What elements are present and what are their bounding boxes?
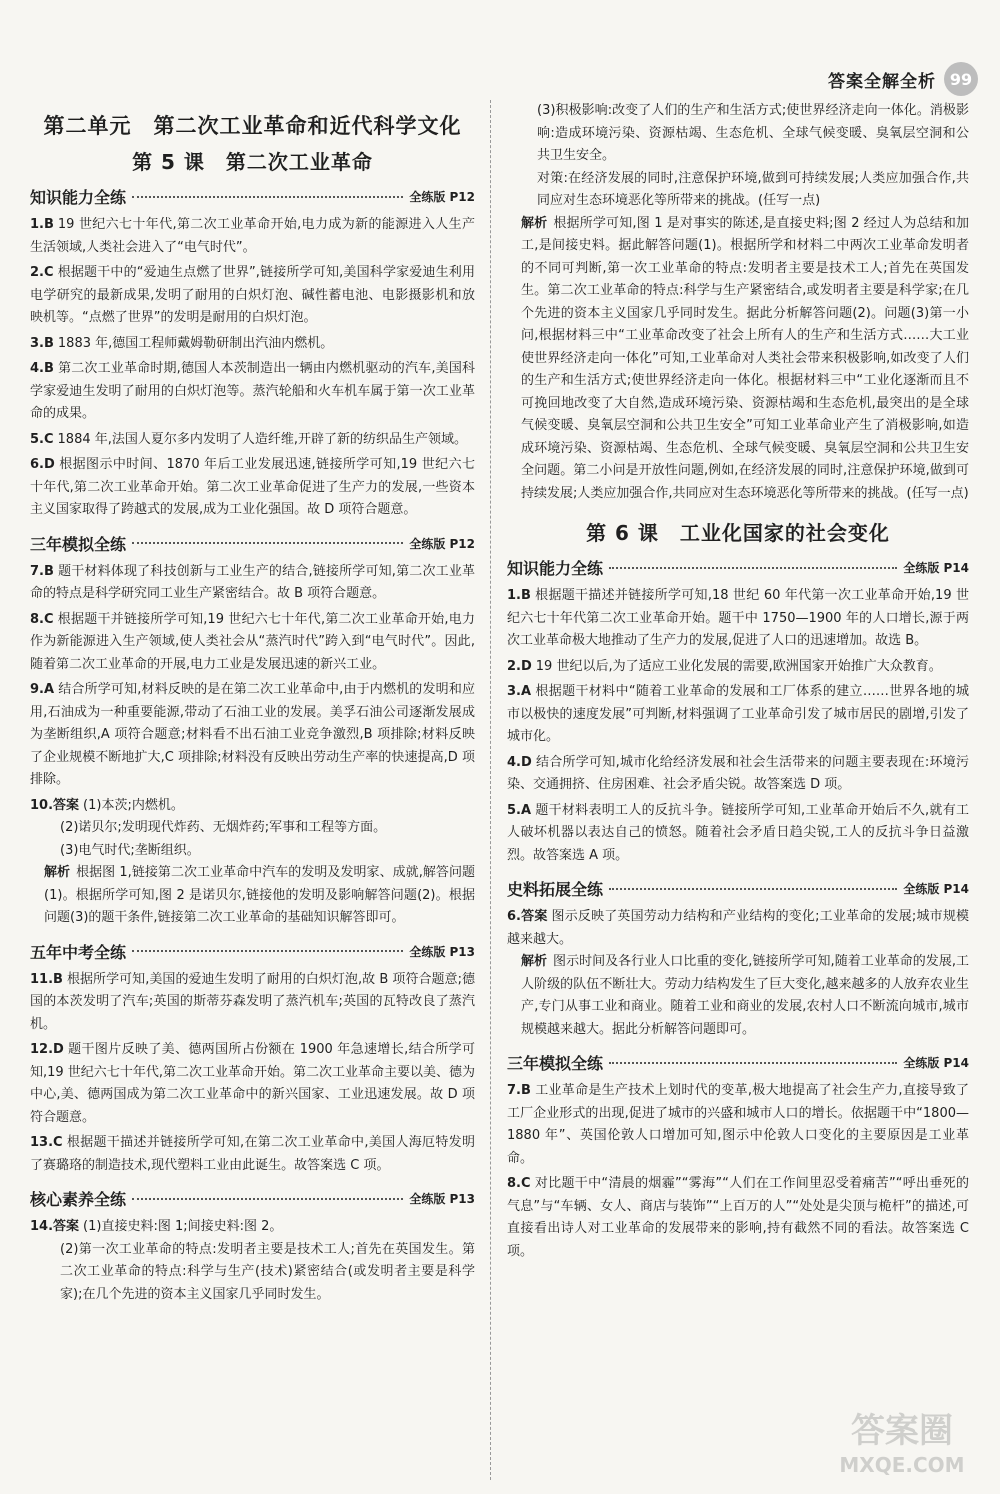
answer-subpart: (3)积极影响:改变了人们的生产和生活方式;使世界经济走向一体化。消极影响:造成环境污染、资源枯竭、生态危机、全球气候变暖、臭氧层空洞和公共卫生安全。 bbox=[537, 103, 969, 163]
answer-number: 13.C bbox=[30, 1135, 63, 1150]
answer-text: 对比题干中“清晨的烟霾”“雾海”“人们在工作间里忍受着痛苦”“呼出垂死的气息”与“车辆、女人、商店与装饰”“上百万的人”“处处是尖顶与桅杆”的描述,可直接看出诗人对工业革命的发展带来的影响,持有截然不同的看法。故答案选 C 项。 bbox=[507, 1176, 969, 1259]
section-title: 知识能力全练 bbox=[30, 188, 127, 207]
section-ref: 全练版 P12 bbox=[409, 190, 475, 204]
right-column bbox=[507, 100, 969, 1266]
answer-number: 6.D bbox=[30, 457, 55, 472]
analysis-text: 根据所学可知,图 1 是对事实的陈述,是直接史料;图 2 经过人为总结和加工,是间接史料。据此解答问题(1)。根据所学和材料二中两次工业革命发明者的不同可判断,第一次工业革命的特点:发明者主要是技术工人;首先在英国发生。第二次工业革命的特点:科学与生产紧密结合,或发明者主要是科学家;在几个先进的资本主义国家几乎同时发生。据此分析解答问题(2)。问题(3)第一小问,根据材料三中“工业革命改变了社会上所有人的生产和生活方式……大工业使世界经济走向一体化”可知,工业革命对人类社会带来积极影响,如改变了人们的生产和生活方式;使世界经济走向一体化。根据材料三中“工业化逐渐而且不可挽回地改变了大自然,造成环境污染、资源枯竭和生态危机,最突出的是全球气候变暖、臭氧层空洞和公共卫生安全”可知工业革命业产生了消极影响,如造成环境污染、资源枯竭、生态危机、全球气候变暖、臭氧层空洞和公共卫生安全问题。第二小问是开放性问题,例如,在经济发展的同时,注意保护环境,做到可持续发展;人类应加强合作,共同应对生态环境恶化等所带来的挑战。(任写一点) bbox=[521, 215, 969, 501]
answer-item bbox=[30, 262, 475, 330]
section-dotted-line bbox=[609, 1062, 897, 1064]
section-header bbox=[30, 185, 475, 208]
section-title: 史料拓展全练 bbox=[507, 880, 604, 899]
lesson-title: 第 5 课 第二次工业革命 bbox=[132, 150, 373, 174]
answer-number: 3.B bbox=[30, 335, 54, 351]
answer-text: 题干图片反映了美、德两国所占份额在 1900 年急速增长,结合所学可知,19 世纪六七十年代,第二次工业革命开始。第二次工业革命主要以美、德为中心,美、德两国成为第二次工业革命中的新兴国家、工业迅速发展。故 D 项符合题意。 bbox=[30, 1042, 475, 1125]
answer-item bbox=[30, 454, 475, 522]
left-column bbox=[30, 104, 475, 1306]
lesson-title: 第 6 课 工业化国家的社会变化 bbox=[586, 521, 890, 545]
section-title: 知识能力全练 bbox=[507, 559, 604, 578]
answer-item bbox=[30, 1039, 475, 1129]
answer-item bbox=[30, 679, 475, 792]
column-divider bbox=[490, 100, 491, 1480]
section-dotted-line bbox=[132, 542, 403, 544]
analysis bbox=[507, 951, 969, 1041]
answer-text: 根据图示中时间、1870 年后工业发展迅速,链接所学可知,19 世纪六七十年代,第二次工业革命开始。第二次工业革命促进了生产力的发展,一些资本主义国家取得了跨越式的发展,成为工业化强国。故 D 项符合题意。 bbox=[30, 457, 475, 517]
answer-text: (1)直接史料:图 1;间接史料:图 2。 bbox=[83, 1219, 283, 1234]
answer-text: 第二次工业革命时期,德国人本茨制造出一辆由内燃机驱动的汽车,美国科学家爱迪生发明了耐用的白炽灯泡等。蒸汽轮船和火车机车属于第一次工业革命的成果。 bbox=[30, 361, 475, 421]
section-ref: 全练版 P13 bbox=[409, 1192, 475, 1206]
analysis-text: 根据图 1,链接第二次工业革命中汽车的发明及发明家、成就,解答问题(1)。根据所学可知,图 2 是诺贝尔,链接他的发明及影响解答问题(2)。根据问题(3)的题干条件,链接第二次工业革命的基础知识解答即可。 bbox=[44, 865, 475, 925]
answer-number: 11.B bbox=[30, 971, 63, 987]
section-ref: 全练版 P14 bbox=[903, 561, 969, 575]
section-dotted-line bbox=[132, 196, 403, 198]
answer-item bbox=[30, 429, 475, 452]
section-dotted-line bbox=[609, 567, 897, 569]
section-title: 核心素养全练 bbox=[30, 1190, 127, 1209]
answer-item bbox=[507, 656, 969, 679]
section-title: 五年中考全练 bbox=[30, 942, 127, 962]
section-dotted-line bbox=[132, 1198, 403, 1200]
answer-text: 根据所学可知,美国的爱迪生发明了耐用的白炽灯泡,故 B 项符合题意;德国的本茨发明了汽车;英国的斯蒂芬森发明了蒸汽机车;英国的瓦特改良了蒸汽机。 bbox=[30, 971, 475, 1032]
section-header bbox=[507, 1051, 969, 1074]
section-title: 三年模拟全练 bbox=[507, 1054, 604, 1073]
header-title: 答案全解全析 bbox=[828, 71, 936, 92]
answer-item bbox=[30, 333, 475, 356]
section-header bbox=[30, 940, 475, 963]
section-header bbox=[507, 877, 969, 900]
answer-number: 7.B bbox=[507, 1083, 531, 1098]
watermark-line2: MXQE.COM bbox=[839, 1453, 965, 1477]
watermark-logo bbox=[822, 1402, 982, 1482]
answer-item bbox=[30, 969, 475, 1037]
answer-subpart: 对策:在经济发展的同时,注意保护环境,做到可持续发展;人类应加强合作,共同应对生态环境恶化等所带来的挑战。(任写一点) bbox=[537, 170, 969, 208]
answer-item bbox=[30, 561, 475, 606]
answer-text: 图示反映了英国劳动力结构和产业结构的变化;工业革命的发展;城市规模越来越大。 bbox=[507, 909, 970, 947]
analysis bbox=[507, 213, 969, 506]
answer-number: 14.答案 bbox=[30, 1219, 80, 1234]
answer-number: 4.B bbox=[30, 361, 54, 376]
answer-item bbox=[507, 906, 969, 951]
section-header bbox=[30, 532, 475, 555]
analysis-text: 图示时间及各行业人口比重的变化,链接所学可知,随着工业革命的发展,工人阶级的队伍不断壮大。劳动力结构发生了巨大变化,越来越多的人放弃农业生产,专门从事工业和商业。随着工业和商业的发展,农村人口不断流向城市,城市规模越来越大。据此分析解答问题即可。 bbox=[521, 954, 969, 1037]
answer-number: 1.B bbox=[507, 588, 531, 603]
analysis-label: 解析 bbox=[44, 865, 71, 880]
answer-item bbox=[507, 681, 969, 749]
answer-item bbox=[507, 752, 969, 797]
answer-item bbox=[30, 1132, 475, 1177]
answer-subpart: (2)诺贝尔;发明现代炸药、无烟炸药;军事和工程等方面。 bbox=[60, 820, 387, 835]
answer-text: 题干材料表明工人的反抗斗争。链接所学可知,工业革命开始后不久,就有工人破坏机器以表达自己的愤怒。随着社会矛盾日趋尖锐,工人的反抗斗争日益激烈。故答案选 A 项。 bbox=[507, 802, 969, 863]
answer-text: 根据题干描述并链接所学可知,18 世纪 60 年代第一次工业革命开始,19 世纪六七十年代第二次工业革命开始。题干中 1750—1900 年的人口增长,源于两次工业革命极大地推动了生产力的发展,促进了人口的迅速增加。故选 B。 bbox=[507, 588, 969, 648]
answer-item bbox=[507, 585, 969, 653]
answer-number: 2.D bbox=[507, 658, 532, 674]
answer-text: 1883 年,德国工程师戴姆勒研制出汽油内燃机。 bbox=[57, 335, 334, 351]
answer-item bbox=[30, 795, 475, 818]
section-header bbox=[30, 1187, 475, 1210]
answer-text: 题干材料体现了科技创新与工业生产的结合,链接所学可知,第二次工业革命的特点是科学研究同工业生产紧密结合。故 B 项符合题意。 bbox=[30, 563, 475, 601]
answer-text: 19 世纪以后,为了适应工业化发展的需要,欧洲国家开始推广大众教育。 bbox=[535, 658, 942, 674]
answer-item bbox=[30, 214, 475, 259]
answer-item bbox=[30, 358, 475, 426]
answer-text: 结合所学可知,城市化给经济发展和社会生活带来的问题主要表现在:环境污染、交通拥挤、住房困难、社会矛盾尖锐。故答案选 D 项。 bbox=[507, 754, 969, 792]
answer-number: 9.A bbox=[30, 682, 55, 697]
unit-title: 第二单元 第二次工业革命和近代科学文化 bbox=[43, 114, 462, 138]
answer-number: 10.答案 bbox=[30, 797, 80, 813]
section-ref: 全练版 P12 bbox=[409, 536, 475, 551]
section-header bbox=[507, 556, 969, 579]
section-dotted-line bbox=[609, 888, 897, 890]
answer-text: 结合所学可知,材料反映的是在第二次工业革命中,由于内燃机的发明和应用,石油成为一种重要能源,带动了石油工业的发展。美孚石油公司逐渐发展成为垄断组织,A 项符合题意;材料看不出石油工业竞争激烈,B 项排除;材料反映了企业规模不断地扩大,C 项排除;材料没有反映出劳动生产率的快速提高,D 项排除。 bbox=[30, 682, 475, 787]
section-title: 三年模拟全练 bbox=[30, 534, 127, 554]
answer-number: 6.答案 bbox=[507, 909, 548, 924]
page-header bbox=[828, 62, 978, 96]
analysis-label: 解析 bbox=[521, 215, 548, 231]
section-dotted-line bbox=[132, 950, 403, 952]
section-ref: 全练版 P14 bbox=[903, 1056, 969, 1070]
answer-number: 8.C bbox=[507, 1176, 531, 1191]
answer-subpart: (3)电气时代;垄断组织。 bbox=[60, 842, 200, 858]
answer-text: 根据题干描述并链接所学可知,在第二次工业革命中,美国人海厄特发明了赛璐珞的制造技术,现代塑料工业由此诞生。故答案选 C 项。 bbox=[30, 1135, 475, 1173]
answer-number: 5.C bbox=[30, 431, 54, 447]
answer-text: 根据题干中的“爱迪生点燃了世界”,链接所学可知,美国科学家爱迪生利用电学研究的最新成果,发明了耐用的白炽灯泡、碱性蓄电池、电影摄影机和放映机等。“点燃了世界”的发明是耐用的白炽灯泡。 bbox=[30, 265, 475, 325]
answer-text: 1884 年,法国人夏尔多内发明了人造纤维,开辟了新的纺织品生产领域。 bbox=[57, 431, 468, 447]
answer-item bbox=[507, 800, 969, 868]
section-ref: 全练版 P14 bbox=[903, 882, 969, 896]
answer-text: 根据题干并链接所学可知,19 世纪六七十年代,第二次工业革命开始,电力作为新能源进入生产领域,使人类社会从“蒸汽时代”跨入到“电气时代”。因此,随着第二次工业革命的开展,电力工业是发展迅速的新兴工业。 bbox=[30, 611, 475, 672]
answer-text: (1)本茨;内燃机。 bbox=[83, 797, 184, 813]
page-number: 99 bbox=[944, 62, 978, 96]
answer-number: 8.C bbox=[30, 611, 54, 627]
answer-number: 5.A bbox=[507, 802, 532, 818]
answer-number: 4.D bbox=[507, 754, 532, 770]
answer-number: 7.B bbox=[30, 563, 54, 579]
section-ref: 全练版 P13 bbox=[409, 944, 475, 959]
answer-number: 1.B bbox=[30, 217, 54, 232]
analysis bbox=[30, 862, 475, 930]
answer-number: 2.C bbox=[30, 265, 54, 280]
analysis-label: 解析 bbox=[521, 954, 548, 969]
answer-text: 19 世纪六七十年代,第二次工业革命开始,电力成为新的能源进入人生产生活领域,人类社会进入了“电气时代”。 bbox=[30, 217, 475, 255]
answer-item bbox=[30, 609, 475, 677]
answer-text: 根据题干材料中“随着工业革命的发展和工厂体系的建立……世界各地的城市以极快的速度发展”可判断,材料强调了工业革命引发了城市居民的剧增,引发了城市化。 bbox=[507, 684, 969, 744]
answer-number: 12.D bbox=[30, 1042, 64, 1057]
watermark-line1: 答案圈 bbox=[851, 1411, 953, 1451]
answer-item bbox=[507, 1173, 969, 1263]
answer-item bbox=[507, 1080, 969, 1170]
answer-text: 工业革命是生产技术上划时代的变革,极大地提高了社会生产力,直接导致了工厂企业形式的出现,促进了城市的兴盛和城市人口的增长。依据题干中“1800—1880 年”、英国伦敦人口增加可知,图示中伦敦人口变化的主要原因是工业革命。 bbox=[507, 1083, 969, 1166]
answer-number: 3.A bbox=[507, 684, 532, 699]
answer-item bbox=[30, 1216, 475, 1239]
answer-subpart: (2)第一次工业革命的特点:发明者主要是技术工人;首先在英国发生。第二次工业革命的特点:科学与生产(技术)紧密结合(或发明者主要是科学家);在几个先进的资本主义国家几乎同时发生。 bbox=[60, 1241, 475, 1302]
